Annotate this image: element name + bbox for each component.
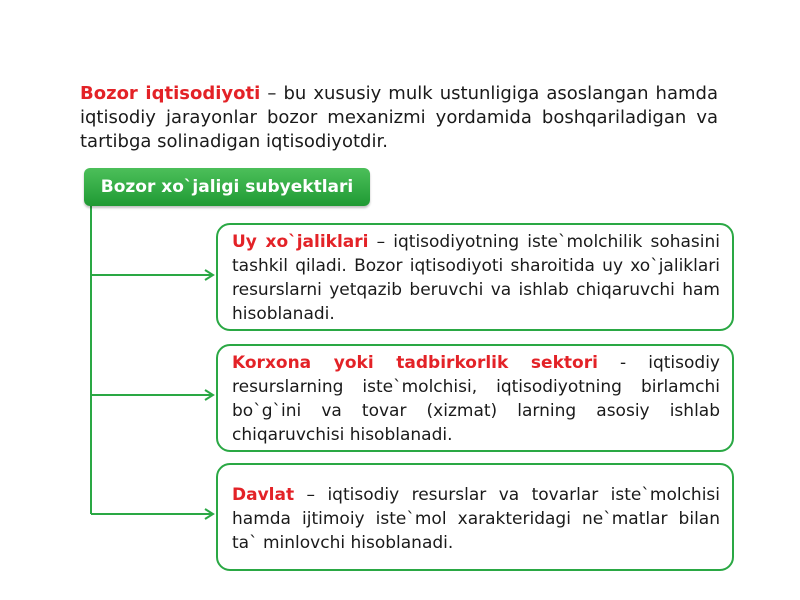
definition-text: – bu xususiy mulk ustunligiga asoslangan hamda iqtisodiy jarayonlar bozor mexanizmi yordamida boshqariladigan va tartibga solinadigan iqtisodiyotdir. bbox=[80, 83, 718, 152]
subject-card-state bbox=[216, 463, 734, 571]
subjects-header bbox=[84, 168, 370, 206]
subject-description: – iqtisodiyotning iste`molchilik sohasini tashkil qiladi. Bozor iqtisodiyoti sharoitida uy xo`jaliklari resurslarni yetqazib beruvchi va ishlab chiqaruvchi ham hisoblanadi. bbox=[232, 232, 720, 324]
subject-term: Davlat bbox=[232, 485, 295, 505]
definition-term: Bozor iqtisodiyoti bbox=[80, 83, 261, 104]
subject-description: – iqtisodiy resurslar va tovarlar iste`molchisi hamda ijtimoiy iste`mol xarakteridagi ne`matlar bilan ta` minlovchi hisoblanadi. bbox=[232, 485, 720, 553]
subject-description: - iqtisodiy resurslarning iste`molchisi, iqtisodiyotning birlamchi bo`g`ini va tovar (xizmat) larning asosiy ishlab chiqaruvchisi hisoblanadi. bbox=[232, 353, 720, 445]
subject-term: Korxona yoki tadbirkorlik sektori bbox=[232, 353, 598, 373]
subjects-header-label: Bozor xo`jaligi subyektlari bbox=[100, 177, 354, 197]
subject-term: Uy xo`jaliklari bbox=[232, 232, 369, 252]
subject-card-households bbox=[216, 223, 734, 331]
subject-card-enterprise bbox=[216, 344, 734, 452]
